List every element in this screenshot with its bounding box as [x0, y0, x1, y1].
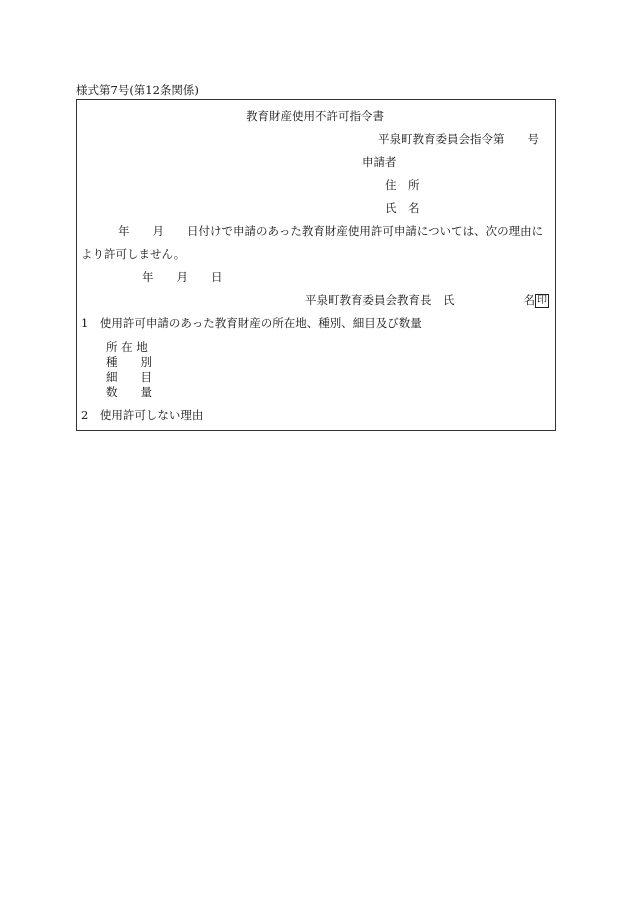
- seal-mark: 印: [537, 295, 547, 306]
- item-location: 所 在 地: [106, 340, 148, 354]
- item-detail: 細 目: [106, 370, 152, 384]
- issue-date: 年 月 日: [142, 270, 223, 284]
- item-type: 種 別: [106, 355, 152, 369]
- directive-number: 平泉町教育委員会指令第 号: [378, 132, 539, 146]
- body-text-line1: 年 月 日付けで申請のあった教育財産使用許可申請については、次の理由に: [118, 224, 544, 238]
- section-2-title: 2 使用許可しない理由: [81, 408, 204, 422]
- form-number: 様式第7号(第12条関係): [76, 83, 199, 97]
- document-title: 教育財産使用不許可指令書: [246, 109, 384, 123]
- issuer-text: 平泉町教育委員会教育長 氏 名: [305, 293, 535, 307]
- applicant-label: 申請者: [362, 155, 397, 169]
- body-text-line2: より許可しません。: [81, 247, 186, 261]
- name-label: 氏 名: [385, 201, 420, 215]
- address-label: 住 所: [385, 178, 420, 192]
- issuer-line: [305, 294, 549, 308]
- section-1-title: 1 使用許可申請のあった教育財産の所在地、種別、細目及び数量: [81, 316, 422, 330]
- item-quantity: 数 量: [106, 385, 152, 399]
